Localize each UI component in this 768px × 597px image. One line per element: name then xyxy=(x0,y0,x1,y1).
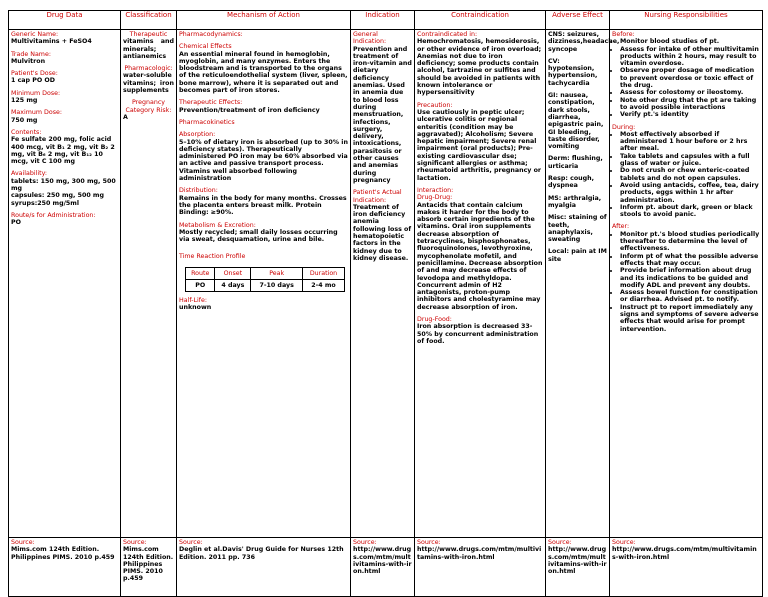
after-list xyxy=(612,231,760,333)
trp-onset: 4 days xyxy=(215,279,251,291)
metabolism-label: Metabolism & Excretion: xyxy=(179,221,256,229)
actual-indication-value: Treatment of iron deficiency anemia following loss of hematopoietic factors in the kidney due to kidney disease. xyxy=(353,203,412,262)
drug-drug-label: Drug-Drug: xyxy=(417,194,453,202)
actual-indication-label: Patient's Actual Indication: xyxy=(353,189,402,204)
header-classification: Classification xyxy=(121,11,177,30)
source-label: Source: xyxy=(548,539,572,546)
adverse-local: Local: pain at IM site xyxy=(548,248,607,263)
list-item: • Monitor pt.'s blood studies periodically thereafter to determine the level of effectiveness. xyxy=(620,231,760,253)
pregnancy-value: A xyxy=(123,113,128,121)
drug-drug-value: Antacids that contain calcium makes it harder for the body to absorb certain ingredients of the vitamins. Oral iron supplements decrease absorption of tetracyclines, bisphosphonates, fluoroquinolones, levothyroxine, mycophenolate mofetil, and penicillamine. Decrease absorption of and may decrease effects of levodopa and methyldopa. Concurrent admin of H2 antagonists, proton-pump inhibitors and cholestyramine may decrease absorption of iron. xyxy=(417,201,543,311)
pharmacologic-value: water-soluble vitamins; iron supplements xyxy=(123,72,174,95)
route-label: Route/s for Administration: xyxy=(11,211,96,219)
source-label: Source: xyxy=(179,539,203,546)
contraindicated-label: Contraindicated in: xyxy=(417,31,478,38)
availability-value: tablets: 150 mg, 300 mg, 500 mg capsules: 250 mg, 500 mg syrups:250 mg/5ml xyxy=(11,177,116,207)
source-row xyxy=(9,538,763,597)
trp-duration: 2-4 mo xyxy=(303,279,345,291)
trp-peak: 7-10 days xyxy=(251,279,303,291)
patient-dose-value: 1 cap PO OD xyxy=(11,77,55,85)
source-nursing xyxy=(610,538,763,597)
trp-header-row xyxy=(186,267,345,279)
precaution-label: Precaution: xyxy=(417,101,453,109)
list-item: • Assess for colostomy or ileostomy. xyxy=(620,89,760,96)
adverse-derm: Derm: flushing, urticaria xyxy=(548,155,603,170)
maximum-dose-value: 750 mg xyxy=(11,116,38,124)
trp-route: PO xyxy=(186,279,215,291)
content-row xyxy=(9,30,763,538)
source-value: Mims.com 124th Edition. Philippines PIMS. 2010 p.459 xyxy=(123,546,174,583)
source-drug-data xyxy=(9,538,121,597)
before-list xyxy=(612,38,760,118)
chemical-effects-label: Chemical Effects xyxy=(179,43,232,51)
pharmacodynamics-label: Pharmacodynamics: xyxy=(179,31,243,38)
adverse-misc: Misc: staining of teeth, anaphylaxis, sweating xyxy=(548,214,607,244)
adverse-effect-cell xyxy=(546,30,620,538)
pharmacokinetics-label: Pharmacokinetics xyxy=(179,118,235,126)
general-indication-label: General Indication: xyxy=(353,31,387,46)
trade-name-label: Trade Name: xyxy=(11,50,51,58)
precaution-value: Use cautiously in peptic ulcer; ulcerative colitis or regional enteritis (condition may be aggravated); Alcoholism; Severe hepatic impairment; Severe renal impairment (oral products); Pre-existing cardiovascular dse; significant allergies or asthma; rheumatoid arthritis, pregnancy or lactation. xyxy=(417,108,542,182)
time-reaction-label: Time Reaction Profile xyxy=(179,253,246,261)
minimum-dose-label: Minimum Dose: xyxy=(11,89,61,97)
header-adverse-effect: Adverse Effect xyxy=(546,11,610,30)
drug-data-cell xyxy=(9,30,121,538)
list-item: • Assess for intake of other multivitamin products within 2 hours, may result to vitamin overdose. xyxy=(620,46,760,68)
source-mechanism xyxy=(177,538,351,597)
trp-header-route: Route xyxy=(186,267,215,279)
route-value: PO xyxy=(11,219,21,227)
source-value: http://www.drugs.com/mtm/multivitamins-with-iron.html xyxy=(548,546,607,576)
trade-name-value: Mulvitron xyxy=(11,57,46,65)
availability-label: Availability: xyxy=(11,170,47,178)
pregnancy-label: Pregnancy Category Risk: xyxy=(125,99,172,114)
source-classification xyxy=(121,538,177,597)
source-label: Source: xyxy=(612,539,636,546)
list-item: • Instruct pt to report immediately any signs and symptoms of severe adverse effects that would arise for prompt intervention. xyxy=(620,304,760,333)
trp-data-row xyxy=(186,279,345,291)
header-nursing: Nursing Responsibilities xyxy=(610,11,763,30)
time-reaction-table xyxy=(185,267,345,292)
list-item: • Monitor blood studies of pt. xyxy=(620,38,760,45)
adverse-resp: Resp: cough, dyspnea xyxy=(548,175,595,190)
therapeutic-effects-value: Prevention/treatment of iron deficiency xyxy=(179,106,320,114)
header-mechanism: Mechanism of Action xyxy=(177,11,351,30)
adverse-gi: GI: nausea, constipation, dark stools, diarrhea, epigastric pain, GI bleeding, taste disorder, vomiting xyxy=(548,92,604,151)
header-drug-data: Drug Data xyxy=(9,11,121,30)
mechanism-cell xyxy=(177,30,351,538)
drug-food-label: Drug-Food: xyxy=(417,315,452,323)
trp-header-duration: Duration xyxy=(303,267,345,279)
list-item: • Avoid using antacids, coffee, tea, dairy products, eggs within 1 hr after administration. xyxy=(620,182,760,204)
absorption-label: Absorption: xyxy=(179,131,216,139)
source-contraindication xyxy=(415,538,546,597)
drug-food-value: Iron absorption is decreased 33-50% by concurrent administration of food. xyxy=(417,323,539,345)
list-item: • Most effectively absorbed if administered 1 hour before or 2 hrs after meal. xyxy=(620,131,760,153)
adverse-cv: CV: hypotension, hypertension, tachycardia xyxy=(548,57,598,87)
header-row xyxy=(9,11,763,30)
therapeutic-effects-label: Therapeutic Effects: xyxy=(179,99,243,107)
header-indication: Indication xyxy=(351,11,415,30)
source-label: Source: xyxy=(417,539,441,546)
list-item: • Note other drug that the pt are taking to avoid possible interactions xyxy=(620,97,760,112)
source-value: Deglin et al.Davis' Drug Guide for Nurses 12th Edition. 2011 pp. 736 xyxy=(179,546,344,561)
therapeutic-label: Therapeutic xyxy=(129,31,168,38)
drug-study-table xyxy=(8,10,763,597)
list-item: • Take tablets and capsules with a full glass of water or juice. xyxy=(620,153,760,168)
half-life-label: Half-Life: xyxy=(179,296,207,304)
metabolism-value: Mostly recycled; small daily losses occurring via sweat, desquamation, urine and bile. xyxy=(179,228,338,244)
minimum-dose-value: 125 mg xyxy=(11,97,38,105)
distribution-label: Distribution: xyxy=(179,187,218,195)
after-label: After: xyxy=(612,223,630,231)
source-value: http://www.drugs.com/mtm/multivitamins-with-iron.html xyxy=(417,546,542,561)
during-list xyxy=(612,131,760,219)
half-life-value: unknown xyxy=(179,304,212,312)
chemical-effects-value: An essential mineral found in hemoglobin, myoglobin, and many enzymes. Enters the bloodstream and is transported to the organs of the reticuloendothelial system (liver, spleen, bone marrow), where it is separated out and becomes part of iron stores. xyxy=(179,50,348,95)
before-label: Before: xyxy=(612,31,635,38)
list-item: • Observe proper dosage of medication to prevent overdose or toxic effect of the drug. xyxy=(620,67,760,89)
source-label: Source: xyxy=(353,539,377,546)
general-indication-value: Prevention and treatment of iron-vitamin and dietary deficiency anemias. Used in anemia due to blood loss during menstruation, infections, surgery, delivery, intoxications, parasitosis or other causes and anemias during pregnancy xyxy=(353,45,412,184)
pharmacologic-label: Pharmacologic: xyxy=(124,65,173,73)
trp-header-onset: Onset xyxy=(215,267,251,279)
list-item: • Inform pt. about dark, green or black stools to avoid panic. xyxy=(620,204,760,219)
therapeutic-value: vitamins and minerals; antianemics xyxy=(123,38,174,60)
generic-name-value: Multivitamins + FeSO4 xyxy=(11,38,92,46)
source-adverse-effect xyxy=(546,538,610,597)
interaction-label: Interaction: xyxy=(417,186,454,194)
classification-cell xyxy=(121,30,177,538)
distribution-value: Remains in the body for many months. Crosses the placenta enters breast milk. Protein Binding: ≥90%. xyxy=(179,194,347,217)
list-item: • Verify pt.'s identity xyxy=(620,111,760,118)
source-label: Source: xyxy=(11,539,35,546)
trp-header-peak: Peak xyxy=(251,267,303,279)
source-label: Source: xyxy=(123,539,147,546)
adverse-cns: CNS: seizures, dizziness,headache, syncope xyxy=(548,31,620,53)
list-item: • Provide brief information about drug and its indications to be guided and modify ADL and prevent any doubts. xyxy=(620,267,760,289)
absorption-value: 5–10% of dietary iron is absorbed (up to 30% in deficiency states). Therapeutically administered PO iron may be 60% absorbed via an active and passive transport process. Vitamins well absorbed following administration xyxy=(179,138,348,183)
source-value: http://www.drugs.com/mtm/multivitamins-with-iron.html xyxy=(353,546,412,576)
list-item: • Inform pt of what the possible adverse effects that may occur. xyxy=(620,253,760,268)
list-item: • Assess bowel function for constipation or diarrhea. Advised pt. to notify. xyxy=(620,289,760,304)
nursing-cell xyxy=(610,30,763,538)
contraindicated-value: Hemochromatosis, hemosiderosis, or other evidence of iron overload; Anemias not due to iron deficiency; some products contain alcohol, tartrazine or sulfites and should be avoided in patients with known intolerance or hypersensitivity xyxy=(417,38,542,97)
indication-cell xyxy=(351,30,415,538)
header-contraindication: Contraindication xyxy=(415,11,546,30)
contraindication-cell xyxy=(415,30,546,538)
source-indication xyxy=(351,538,415,597)
generic-name-label: Generic Name: xyxy=(11,31,59,38)
source-value: Mims.com 124th Edition. Philippines PIMS. 2010 p.459 xyxy=(11,546,115,561)
maximum-dose-label: Maximum Dose: xyxy=(11,109,63,117)
source-value: http://www.drugs.com/mtm/multivitamins-with-iron.html xyxy=(612,546,757,561)
contents-label: Contents: xyxy=(11,128,42,136)
during-label: During: xyxy=(612,123,636,131)
patient-dose-label: Patient's Dose: xyxy=(11,70,58,78)
list-item: • Do not crush or chew enteric-coated tablets and do not open capsules. xyxy=(620,167,760,182)
adverse-ms: MS: arthralgia, myalgia xyxy=(548,194,602,209)
contents-value: Fe sulfate 200 mg, folic acid 400 mcg, vit B₁ 2 mg, vit B₂ 2 mg, vit B₆ 2 mg, vit B₁₂ 10 mcg, vit C 100 mg xyxy=(11,136,115,166)
